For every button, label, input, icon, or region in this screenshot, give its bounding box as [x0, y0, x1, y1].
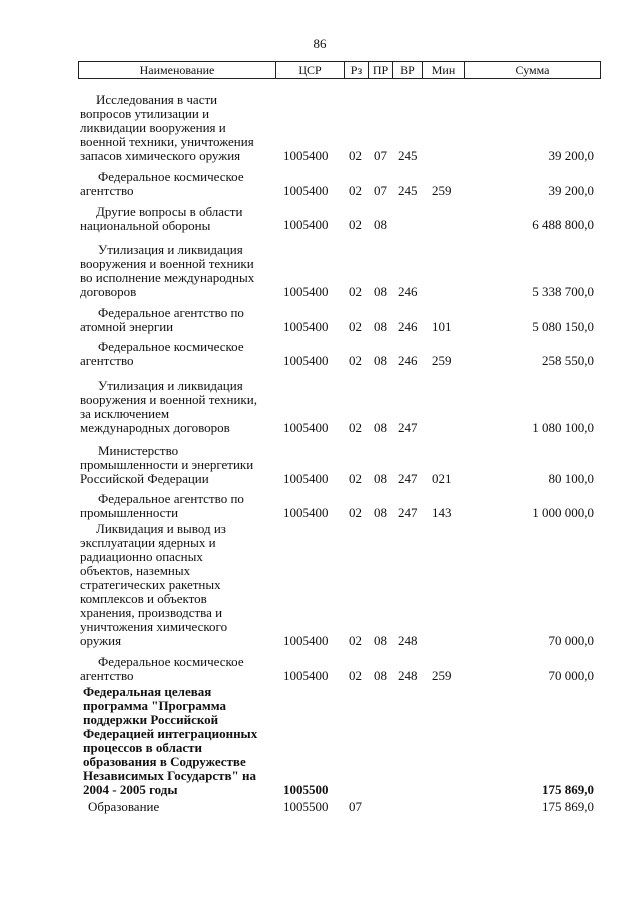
row-sum: 5 080 150,0 [532, 319, 594, 334]
header-min: Мин [422, 62, 464, 78]
header-sum: Сумма [464, 62, 600, 78]
row-min: 259 [432, 183, 452, 198]
row-name: Федеральная целевая программа "Программа поддержки Российской Федерацией интеграционных процессов в области образования в Содружестве Независимых Государств" на 2004 - 2005 годы [83, 684, 258, 797]
row-name: Федеральное агентство по промышленности [80, 491, 244, 520]
row-sum: 175 869,0 [542, 782, 594, 797]
row-csr: 1005400 [283, 471, 329, 486]
row-name: Образование [88, 799, 160, 814]
row-min: 259 [432, 353, 452, 368]
row-csr: 1005400 [283, 284, 329, 299]
row-rz: 02 [349, 319, 362, 334]
row-pr: 08 [374, 668, 387, 683]
row-min: 259 [432, 668, 452, 683]
row-csr: 1005400 [283, 633, 329, 648]
row-vr: 246 [398, 319, 418, 334]
row-sum: 1 080 100,0 [532, 420, 594, 435]
row-sum: 80 100,0 [548, 471, 594, 486]
row-rz: 02 [349, 284, 362, 299]
header-vr: ВР [392, 62, 422, 78]
row-min: 101 [432, 319, 452, 334]
row-vr: 245 [398, 148, 418, 163]
row-name: Исследования в части вопросов утилизации и ликвидации вооружения и военной техники, уничтожения запасов химического оружия [80, 92, 254, 163]
row-vr: 248 [398, 633, 418, 648]
row-csr: 1005500 [283, 782, 329, 797]
row-pr: 08 [374, 217, 387, 232]
header-rz: Рз [344, 62, 368, 78]
row-pr: 07 [374, 148, 387, 163]
row-pr: 08 [374, 353, 387, 368]
row-vr: 248 [398, 668, 418, 683]
row-rz: 02 [349, 633, 362, 648]
header-pr: ПР [368, 62, 392, 78]
row-csr: 1005400 [283, 217, 329, 232]
header-name: Наименование [139, 63, 215, 77]
row-min: 021 [432, 471, 452, 486]
row-csr: 1005400 [283, 148, 329, 163]
row-rz: 02 [349, 217, 362, 232]
row-name: Федеральное космическое агентство [80, 654, 244, 683]
row-pr: 08 [374, 505, 387, 520]
row-name: Утилизация и ликвидация вооружения и военной техники, за исключением международных договоров [80, 378, 257, 435]
row-vr: 245 [398, 183, 418, 198]
row-vr: 247 [398, 505, 418, 520]
row-rz: 02 [349, 148, 362, 163]
row-csr: 1005400 [283, 668, 329, 683]
row-sum: 70 000,0 [548, 633, 594, 648]
row-sum: 175 869,0 [542, 799, 594, 814]
row-pr: 07 [374, 183, 387, 198]
row-pr: 08 [374, 471, 387, 486]
row-rz: 02 [349, 420, 362, 435]
row-csr: 1005400 [283, 353, 329, 368]
row-sum: 5 338 700,0 [532, 284, 594, 299]
row-sum: 39 200,0 [548, 148, 594, 163]
row-rz: 02 [349, 471, 362, 486]
table-header [78, 61, 601, 79]
header-csr: ЦСР [275, 62, 344, 78]
row-vr: 247 [398, 420, 418, 435]
row-name: Федеральное космическое агентство [80, 339, 244, 368]
row-csr: 1005400 [283, 505, 329, 520]
row-pr: 08 [374, 284, 387, 299]
row-name: Другие вопросы в области национальной обороны [80, 204, 243, 233]
row-rz: 07 [349, 799, 362, 814]
row-pr: 08 [374, 420, 387, 435]
row-sum: 39 200,0 [548, 183, 594, 198]
row-csr: 1005400 [283, 183, 329, 198]
row-pr: 08 [374, 319, 387, 334]
row-vr: 247 [398, 471, 418, 486]
row-rz: 02 [349, 183, 362, 198]
row-name: Ликвидация и вывод из эксплуатации ядерных и радиационно опасных объектов, наземных стратегических ракетных комплексов и объектов хранения, производства и уничтожения химического оружия [80, 521, 228, 648]
row-sum: 6 488 800,0 [532, 217, 594, 232]
row-sum: 1 000 000,0 [532, 505, 594, 520]
row-name: Министерство промышленности и энергетики Российской Федерации [80, 443, 254, 486]
row-name: Федеральное космическое агентство [80, 169, 244, 198]
row-rz: 02 [349, 353, 362, 368]
row-min: 143 [432, 505, 452, 520]
row-vr: 246 [398, 353, 418, 368]
row-rz: 02 [349, 668, 362, 683]
row-name: Федеральное агентство по атомной энергии [80, 305, 244, 334]
row-sum: 70 000,0 [548, 668, 594, 683]
row-sum: 258 550,0 [542, 353, 594, 368]
row-csr: 1005500 [283, 799, 329, 814]
row-csr: 1005400 [283, 319, 329, 334]
row-csr: 1005400 [283, 420, 329, 435]
page-number: 86 [313, 36, 327, 51]
row-pr: 08 [374, 633, 387, 648]
row-name: Утилизация и ликвидация вооружения и военной техники во исполнение международных договоров [80, 242, 255, 299]
row-vr: 246 [398, 284, 418, 299]
row-rz: 02 [349, 505, 362, 520]
